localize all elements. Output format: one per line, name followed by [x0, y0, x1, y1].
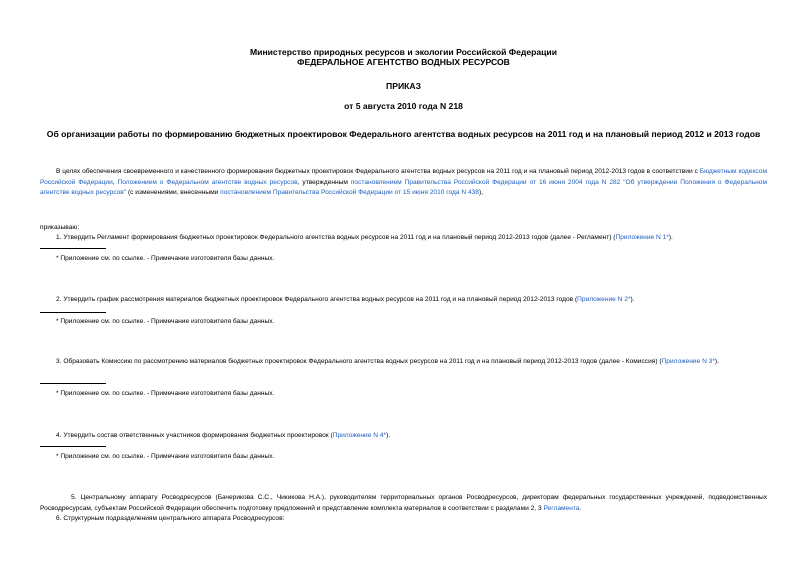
- budget-code-link[interactable]: Бюджетным кодексом Российской Федерации: [40, 168, 767, 186]
- order-item-tail: .: [579, 504, 582, 512]
- intro-text-5: ),: [478, 189, 484, 196]
- footnote-divider: [40, 248, 106, 249]
- order-item-6: 6. Структурным подразделениям центрального аппарата Росводресурсов:: [56, 515, 285, 522]
- government-decree-438-link[interactable]: постановлением Правительства Российской Федерации от 15 июня 2010 года N 438: [220, 189, 479, 196]
- order-item-text: 1. Утвердить Регламент формирования бюджетных проектировок Федерального агентства водных ресурсов на 2011 год и на плановый период 2012-2013 годов (далее - Регламент) (: [56, 234, 616, 241]
- order-word: приказываю:: [40, 224, 80, 231]
- order-item-tail: ).: [714, 358, 719, 365]
- doc-type-heading: ПРИКАЗ: [386, 81, 421, 91]
- order-item-5: [40, 493, 767, 514]
- order-item-tail: ).: [630, 296, 635, 303]
- order-item-text: 5. Центральному аппарату Росводресурсов (Бачерикова С.С., Чикикова Н.А.), руководителям территориальных органов Росводресурсов, директорам федеральных государственных учреждений, подведомственных Росводресурсам, субъектам Российской Федерации обеспечить подготовку предложений и представление комплекта материалов в соответствии с разделами 2, 3: [40, 494, 767, 512]
- government-decree-282-link[interactable]: постановлением Правительства Российской Федерации от 16 июня 2004 года N 282 "Об утверждении Положения о Федеральном агентстве водных ресурсов": [40, 178, 767, 196]
- intro-text-1: В целях обеспечения своевременного и качественного формирования бюджетных проектировок Федерального агентства водных ресурсов на 2011 год и на плановый период 2012-2013 годов в соответствии с: [56, 168, 700, 175]
- appendix-4-link[interactable]: Приложение N 4*: [332, 432, 387, 439]
- ministry-heading: Министерство природных ресурсов и экологии Российской Федерации: [250, 47, 557, 57]
- agency-heading: ФЕДЕРАЛЬНОЕ АГЕНТСТВО ВОДНЫХ РЕСУРСОВ: [297, 57, 510, 67]
- order-item-tail: ).: [668, 234, 673, 241]
- order-item-2: [40, 295, 767, 306]
- appendix-1-link[interactable]: Приложение N 1*: [615, 234, 669, 241]
- order-item-1: [40, 233, 767, 244]
- footnote: * Приложение см. по ссылке. - Примечание изготовителя базы данных.: [56, 255, 275, 262]
- footnote-divider: [40, 312, 106, 313]
- regulation-link[interactable]: Регламента: [543, 504, 580, 512]
- footnote-divider: [40, 383, 106, 384]
- doc-date: от 5 августа 2010 года N 218: [344, 101, 463, 111]
- order-item-tail: ).: [386, 432, 391, 439]
- appendix-3-link[interactable]: Приложение N 3*: [661, 358, 715, 365]
- appendix-2-link[interactable]: Приложение N 2*: [577, 296, 631, 303]
- doc-title: Об организации работы по формированию бюджетных проектировок Федерального агентства водных ресурсов на 2011 год и на плановый период 2012 и 2013 годов: [46, 129, 761, 139]
- order-item-text: 2. Утвердить график рассмотрения материалов бюджетных проектировок Федерального агентства водных ресурсов на 2011 год и на плановый период 2012-2013 годов (: [56, 296, 578, 303]
- intro-text-4: (с изменениями, внесенными: [126, 189, 221, 196]
- intro-paragraph: [40, 167, 767, 199]
- intro-text-3: , утвержденным: [297, 178, 351, 186]
- footnote: * Приложение см. по ссылке. - Примечание изготовителя базы данных.: [56, 390, 275, 397]
- footnote: * Приложение см. по ссылке. - Примечание изготовителя базы данных.: [56, 453, 275, 460]
- footnote: * Приложение см. по ссылке. - Примечание изготовителя базы данных.: [56, 318, 275, 325]
- footnote-divider: [40, 446, 106, 447]
- agency-regulation-link[interactable]: Положением о Федеральном агентстве водных ресурсов: [117, 178, 298, 186]
- order-item-4: [40, 431, 767, 442]
- order-item-text: 4. Утвердить состав ответственных участников формирования бюджетных проектировок (: [56, 432, 333, 439]
- order-item-text: 3. Образовать Комиссию по рассмотрению материалов бюджетных проектировок Федерального агентства водных ресурсов на 2011 год и на плановый период 2012-2013 годов (далее - Комиссия) (: [56, 358, 662, 365]
- intro-text-2: ,: [112, 178, 118, 186]
- order-item-3: [40, 357, 767, 368]
